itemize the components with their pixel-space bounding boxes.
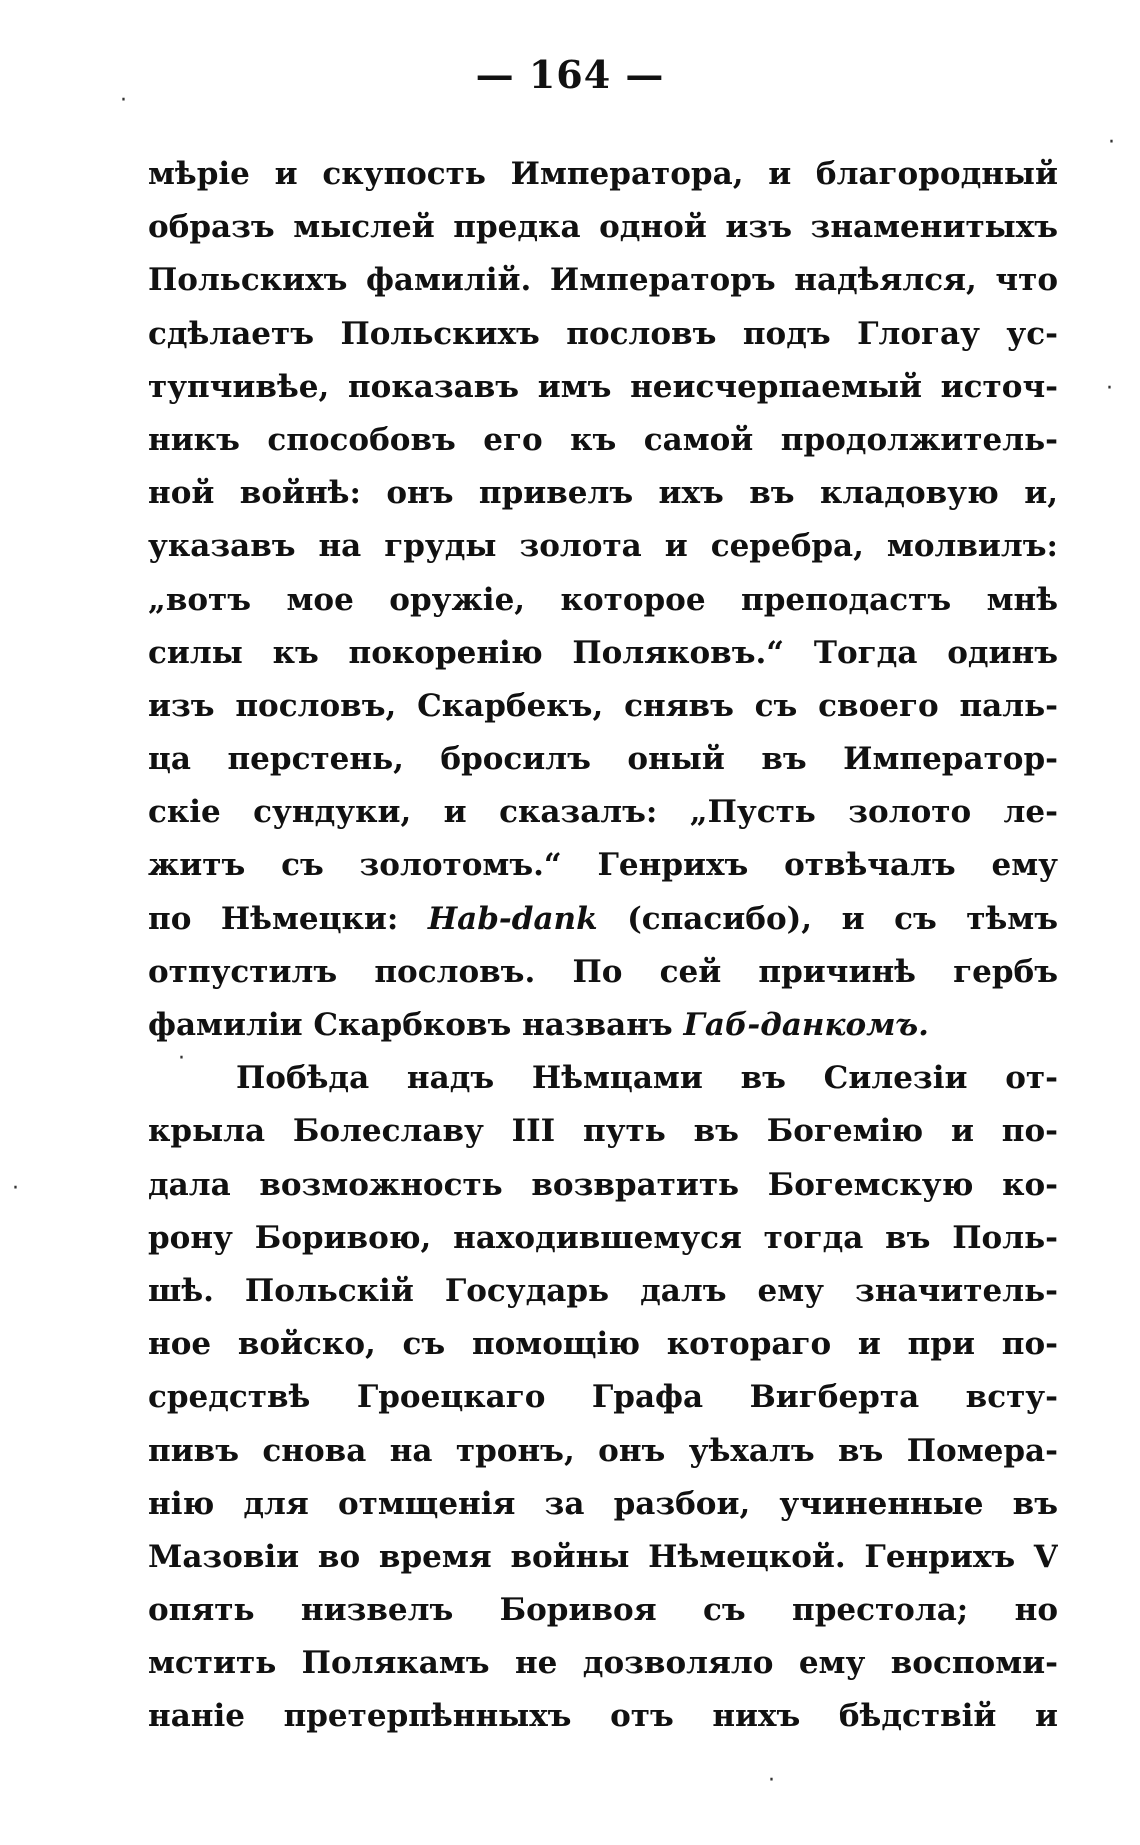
text-line: отпустилъ пословъ. По сей причинѣ гербъ	[148, 953, 1058, 990]
text-line: силы къ покоренію Поляковъ.“ Тогда одинъ	[148, 634, 1058, 671]
scan-speck: ·	[178, 1046, 185, 1071]
text-line: указавъ на груды золота и серебра, молвилъ:	[148, 528, 1058, 565]
page-number: — 164 —	[475, 52, 665, 97]
text-line: сдѣлаетъ Польскихъ пословъ подъ Глогау ус-	[148, 315, 1058, 352]
text-line: мѣріе и скупость Императора, и благородный	[148, 156, 1058, 192]
scan-speck: ·	[1108, 130, 1115, 155]
text-line: скіе сундуки, и сказалъ: „Пусть золото ле-	[148, 794, 1058, 831]
text-line: дала возможность возвратить Богемскую ко-	[148, 1166, 1058, 1203]
paragraph-2	[148, 1052, 1058, 1743]
text-line-mixed	[148, 893, 1058, 946]
scan-speck: ·	[768, 1768, 775, 1793]
text-line: житъ съ золотомъ.“ Генрихъ отвѣчалъ ему	[148, 847, 1058, 884]
text-segment: по Нѣмецки:	[148, 900, 399, 937]
text-line: наніе претерпѣнныхъ отъ нихъ бѣдствій и	[148, 1698, 1058, 1735]
text-line-mixed	[148, 999, 1058, 1052]
text-line: опять низвелъ Боривоя съ престола; но	[148, 1592, 1058, 1629]
text-line: крыла Болеславу III путь въ Богемію и по-	[148, 1113, 1058, 1150]
italic-term: Габ-данкомъ.	[683, 1007, 929, 1043]
text-line: никъ способовъ его къ самой продолжитель-	[148, 421, 1058, 458]
text-line: пивъ снова на тронъ, онъ уѣхалъ въ Помера-	[148, 1432, 1058, 1469]
text-line: ной войнѣ: онъ привелъ ихъ въ кладовую и,	[148, 475, 1058, 512]
text-line: образъ мыслей предка одной изъ знаменитыхъ	[148, 209, 1058, 246]
text-segment: (спасибо), и съ тѣмъ	[627, 900, 1058, 937]
text-line: „вотъ мое оружіе, которое преподастъ мнѣ	[148, 581, 1058, 618]
text-line: мстить Полякамъ не дозволяло ему воспоми-	[148, 1645, 1058, 1682]
text-line: тупчивѣе, показавъ имъ неисчерпаемый источ-	[148, 368, 1058, 405]
italic-term: Hab-dank	[427, 900, 598, 937]
scan-speck: ·	[1106, 376, 1113, 401]
text-line: нію для отмщенія за разбои, учиненные въ	[148, 1485, 1058, 1522]
text-line: изъ пословъ, Скарбекъ, снявъ съ своего паль-	[148, 687, 1058, 724]
text-line: рону Боривою, находившемуся тогда въ Поль-	[148, 1219, 1058, 1256]
text-line: Мазовіи во время войны Нѣмецкой. Генрихъ V	[148, 1538, 1058, 1575]
text-line: Побѣда надъ Нѣмцами въ Силезіи от-	[236, 1060, 1058, 1097]
text-line: средствѣ Гроецкаго Графа Вигберта всту-	[148, 1379, 1058, 1416]
body-text	[148, 148, 1058, 1744]
text-line: ное войско, съ помощію котораго и при по-	[148, 1326, 1058, 1363]
scan-speck: ·	[12, 1176, 19, 1201]
paragraph-1	[148, 148, 1058, 1052]
text-line: ца перстень, бросилъ оный въ Император-	[148, 741, 1058, 778]
scan-speck: ·	[120, 88, 127, 113]
text-line: шѣ. Польскій Государь далъ ему значитель-	[148, 1272, 1058, 1309]
text-segment: фамиліи Скарбковъ названъ	[148, 1007, 673, 1043]
text-line: Польскихъ фамилій. Императоръ надѣялся, что	[148, 262, 1058, 299]
